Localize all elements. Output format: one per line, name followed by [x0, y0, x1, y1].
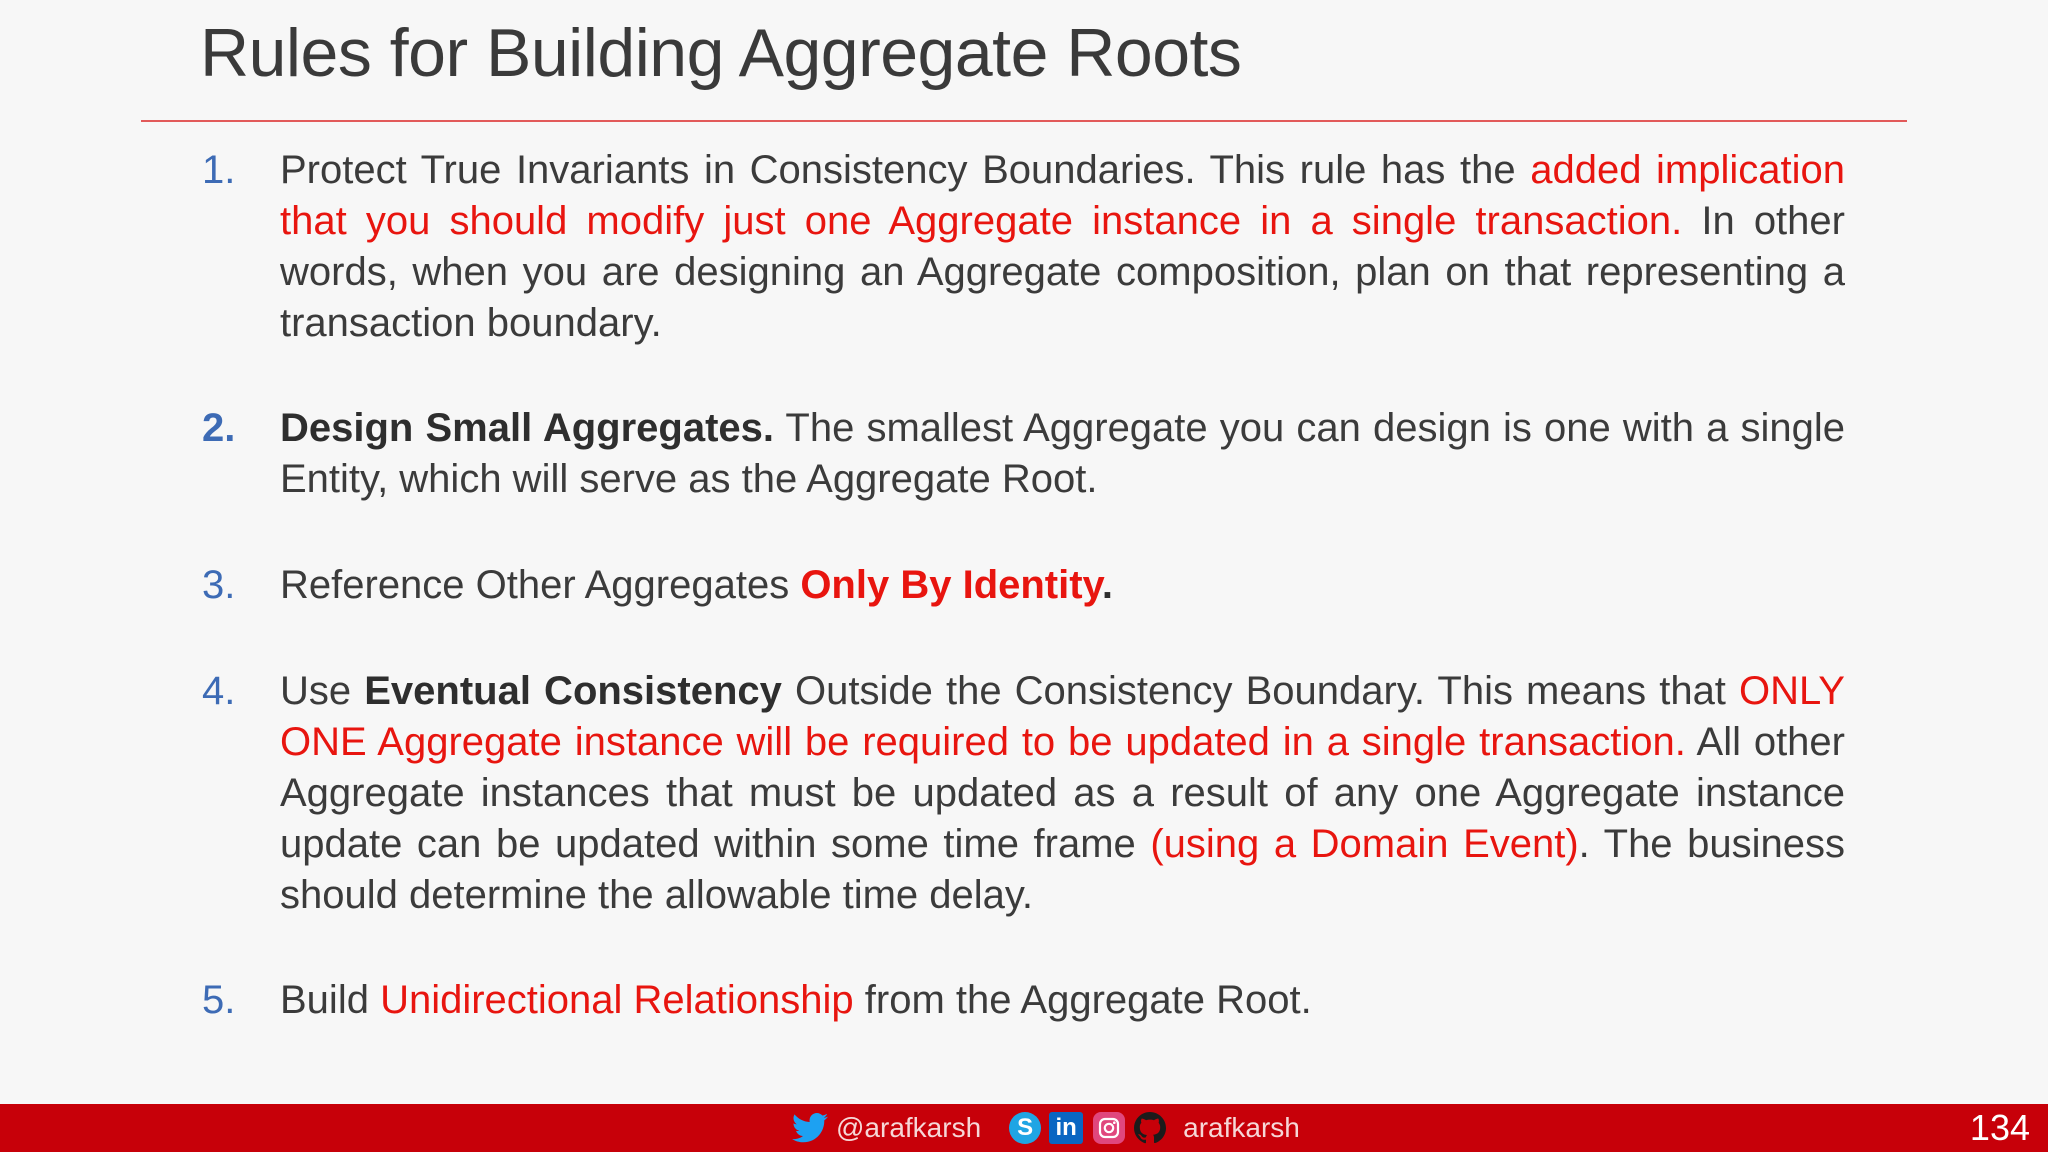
rule-mid-text-2: All other Aggregate instances that must be updated as a result of any one Aggregate instance update can be updated within some time frame — [280, 720, 1845, 866]
rule-number: 2. — [202, 406, 236, 450]
rule-lead-text: Build — [280, 978, 381, 1022]
rule-rest-text: from the Aggregate Root. — [853, 978, 1312, 1022]
rule-period: . — [1101, 563, 1113, 607]
linkedin-icon[interactable]: in — [1049, 1112, 1083, 1144]
page-number: 134 — [1969, 1107, 2030, 1148]
title-divider — [141, 120, 1907, 122]
rule-lead-text: Use — [280, 669, 365, 713]
rule-number: 5. — [202, 978, 236, 1022]
slide-title: Rules for Building Aggregate Roots — [200, 15, 1242, 91]
twitter-handle[interactable]: @arafkarsh — [836, 1112, 982, 1143]
rule-text — [280, 145, 1845, 349]
rule-text — [280, 975, 1845, 1026]
rule-highlight-text: ONLY ONE Aggregate instance will be required to be updated in a single transaction. — [280, 669, 1845, 764]
rule-bold-text: Eventual Consistency — [364, 669, 782, 713]
twitter-icon[interactable] — [792, 1113, 828, 1143]
rule-mid-text: Outside the Consistency Boundary. This means that — [781, 669, 1740, 713]
social-handles — [792, 1104, 1300, 1152]
rule-text — [280, 666, 1845, 921]
rule-bold-text: Design Small Aggregates. — [280, 406, 775, 450]
rule-highlight-text: Only By Identity — [800, 563, 1102, 607]
rule-highlight-text: Unidirectional Relationship — [380, 978, 854, 1022]
rule-text — [280, 560, 1845, 611]
rule-highlight-text-2: (using a Domain Event) — [1150, 822, 1579, 866]
rule-rest-text: The smallest Aggregate you can design is one with a single Entity, which will serve as the Aggregate Root. — [280, 406, 1845, 501]
rule-highlight-text: added implication that you should modify just one Aggregate instance in a single transaction. — [280, 148, 1845, 243]
social-handle[interactable]: arafkarsh — [1183, 1112, 1300, 1143]
rule-number: 1. — [202, 148, 236, 192]
rule-rest-text: . The business should determine the allowable time delay. — [280, 822, 1845, 917]
rule-number: 3. — [202, 563, 236, 607]
github-icon[interactable] — [1133, 1111, 1167, 1145]
rule-number: 4. — [202, 669, 236, 713]
footer-bar — [0, 1104, 2048, 1152]
rule-text — [280, 403, 1845, 505]
rule-lead-text: Reference Other Aggregates — [280, 563, 801, 607]
instagram-icon[interactable] — [1093, 1112, 1125, 1144]
skype-icon[interactable]: S — [1009, 1112, 1041, 1144]
rule-rest-text: In other words, when you are designing an Aggregate composition, plan on that representing a transaction boundary. — [280, 199, 1845, 345]
rule-lead-text: Protect True Invariants in Consistency Boundaries. This rule has the — [280, 148, 1531, 192]
